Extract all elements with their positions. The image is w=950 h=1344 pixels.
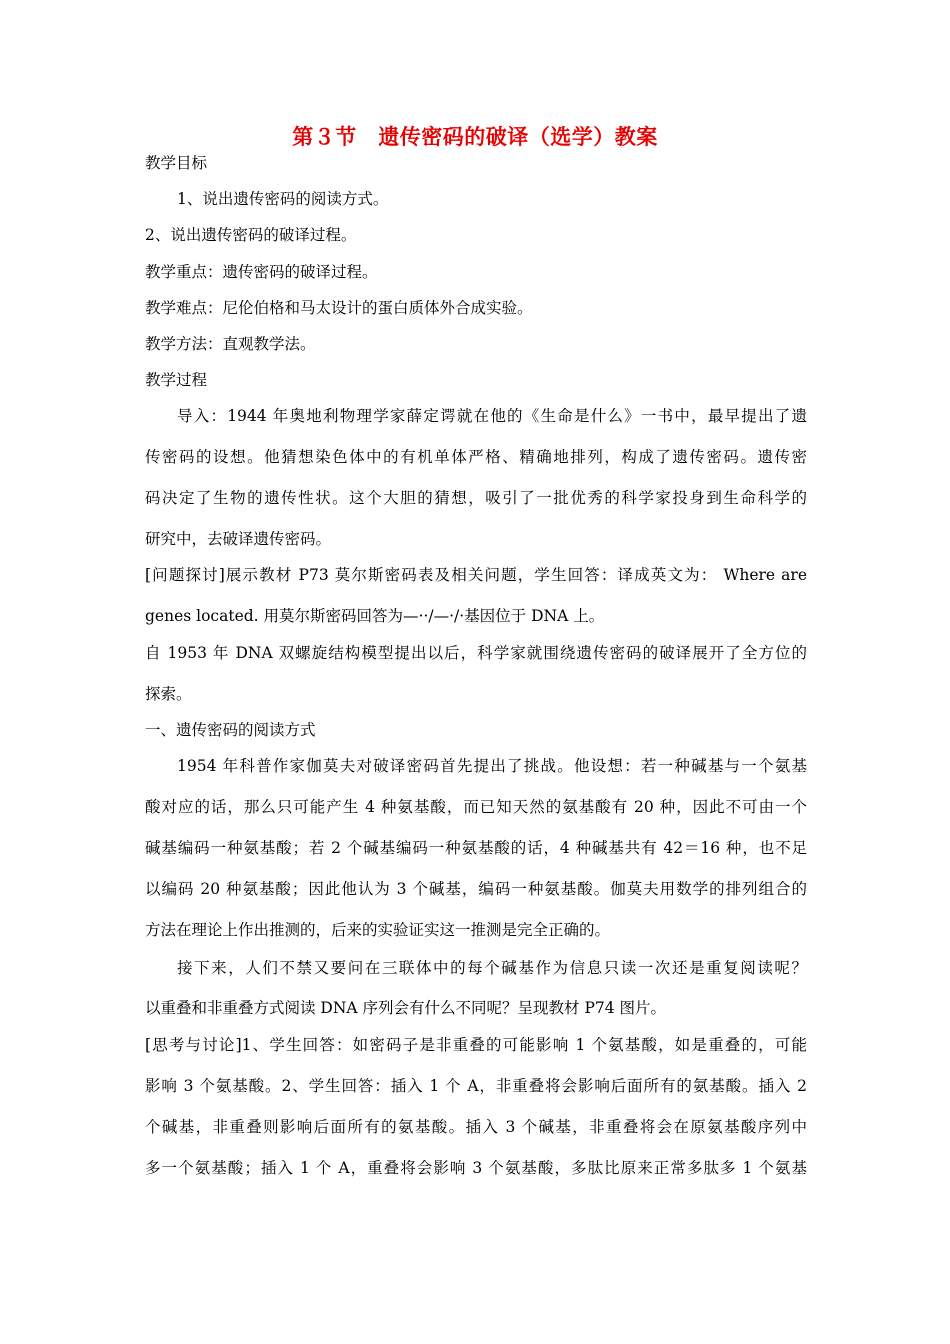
paragraph-line: 碱基编码一种氨基酸；若 2 个碱基编码一种氨基酸的话，4 种碱基共有 42＝16 种，也不足: [145, 839, 807, 857]
paragraph-line: 1、说出遗传密码的阅读方式。: [177, 190, 389, 208]
section-heading-objectives: 教学目标: [145, 154, 208, 172]
paragraph-line: 自 1953 年 DNA 双螺旋结构模型提出以后，科学家就围绕遗传密码的破译展开了全方位的: [145, 644, 807, 662]
paragraph-line: 多一个氨基酸；插入 1 个 A，重叠将会影响 3 个氨基酸，多肽比原来正常多肽多 1 个氨基: [145, 1159, 807, 1177]
paragraph-line: 教学方法：直观教学法。: [145, 335, 316, 353]
paragraph-line: 影响 3 个氨基酸。2、学生回答：插入 1 个 A，非重叠将会影响后面所有的氨基酸。插入 2: [145, 1077, 807, 1095]
paragraph-line: 探索。: [145, 685, 192, 703]
paragraph-line: 传密码的设想。他猜想染色体中的有机单体严格、精确地排列，构成了遗传密码。遗传密: [145, 448, 807, 466]
section-heading-reading-mode: 一、遗传密码的阅读方式: [145, 721, 316, 739]
paragraph-line: 研究中，去破译遗传密码。: [145, 530, 332, 548]
paragraph-line: 导入：1944 年奥地利物理学家薛定谔就在他的《生命是什么》一书中，最早提出了遗: [177, 407, 807, 425]
paragraph-line: 个碱基，非重叠则影响后面所有的氨基酸。插入 3 个碱基，非重叠将会在原氨基酸序列中: [145, 1118, 807, 1136]
paragraph-line: 接下来，人们不禁又要问在三联体中的每个碱基作为信息只读一次还是重复阅读呢？: [177, 959, 807, 977]
paragraph-line: 2、说出遗传密码的破译过程。: [145, 226, 357, 244]
document-title: 第３节 遗传密码的破译（选学）教案: [292, 124, 658, 149]
paragraph-line: genes located. 用莫尔斯密码回答为—··/—·/·基因位于 DNA 上。: [145, 607, 605, 625]
paragraph-line: 教学重点：遗传密码的破译过程。: [145, 263, 378, 281]
paragraph-line: 1954 年科普作家伽莫夫对破译密码首先提出了挑战。他设想：若一种碱基与一个氨基: [177, 757, 807, 775]
section-heading-process: 教学过程: [145, 371, 208, 389]
paragraph-line: [问题探讨]展示教材 P73 莫尔斯密码表及相关问题，学生回答：译成英文为： Where are: [145, 566, 807, 584]
paragraph-line: 码决定了生物的遗传性状。这个大胆的猜想，吸引了一批优秀的科学家投身到生命科学的: [145, 489, 807, 507]
paragraph-line: 方法在理论上作出推测的，后来的实验证实这一推测是完全正确的。: [145, 921, 611, 939]
paragraph-line: 以重叠和非重叠方式阅读 DNA 序列会有什么不同呢？呈现教材 P74 图片。: [145, 999, 667, 1017]
paragraph-line: 以编码 20 种氨基酸；因此他认为 3 个碱基，编码一种氨基酸。伽莫夫用数学的排列组合的: [145, 880, 807, 898]
paragraph-line: 酸对应的话，那么只可能产生 4 种氨基酸，而已知天然的氨基酸有 20 种，因此不可由一个: [145, 798, 807, 816]
paragraph-line: 教学难点：尼伦伯格和马太设计的蛋白质体外合成实验。: [145, 299, 533, 317]
paragraph-line: [思考与讨论]1、学生回答：如密码子是非重叠的可能影响 1 个氨基酸，如是重叠的，可能: [145, 1036, 807, 1054]
